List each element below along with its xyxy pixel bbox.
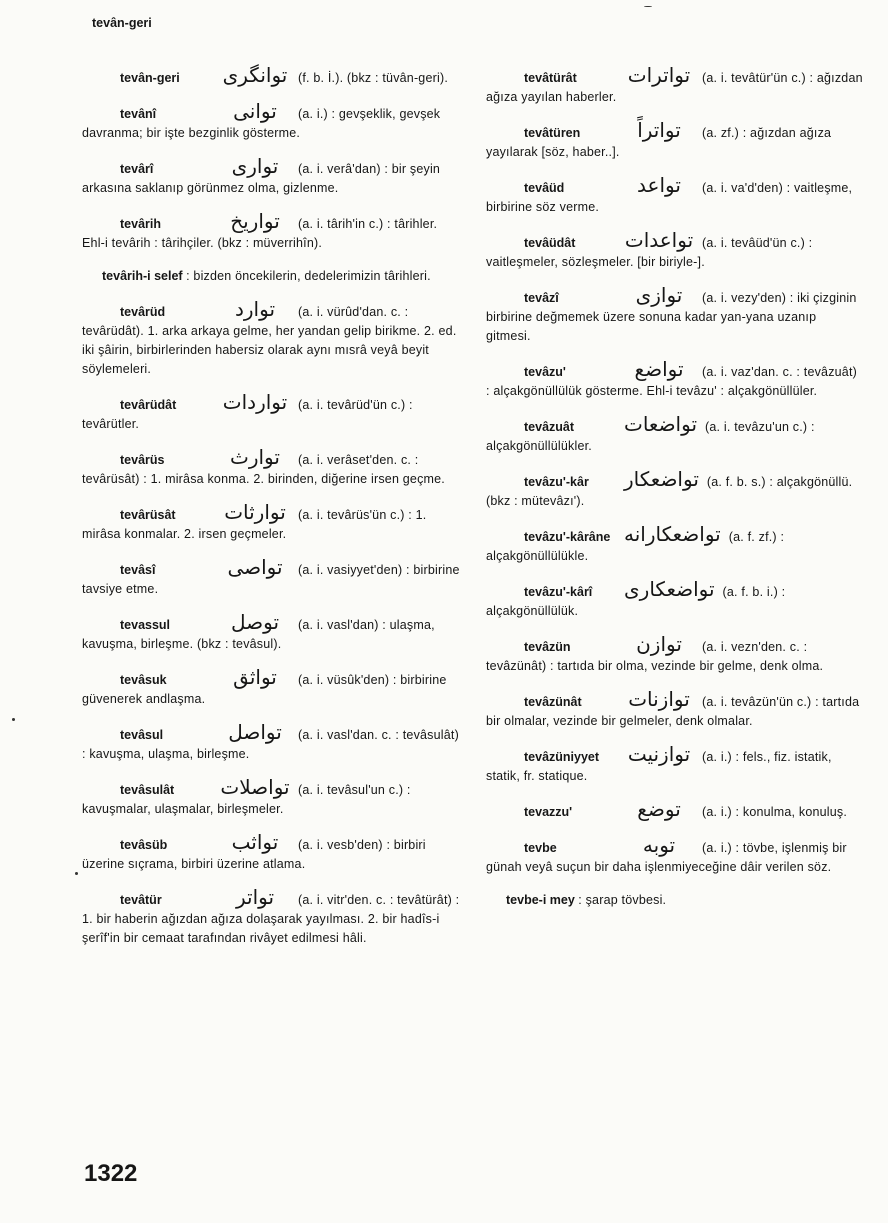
definition-text: (a. i. tevâtür'ün c.) : ağızdan ağıza yayılan haberler. — [486, 71, 863, 104]
ottoman-script: توصل — [230, 610, 280, 634]
headword: tevân-geri — [120, 71, 180, 85]
definition-text: (a. i. vasl'dan) : ulaşma, kavuşma, birleşme. (bkz : tevâsul). — [82, 618, 435, 651]
definition-text: (a. i.) : gevşeklik, gevşek davranma; bir işte bezginlik gösterme. — [82, 107, 441, 140]
headword: tevâsulât — [120, 783, 175, 797]
ottoman-script: تواتراً — [637, 118, 681, 142]
ottoman-script: تواری — [231, 154, 279, 178]
headword: tevâzu'-kârî — [524, 585, 593, 599]
definition-text: : şarap tövbesi. — [578, 893, 667, 907]
ottoman-script: توازن — [636, 632, 682, 656]
ottoman-script: تواثب — [231, 830, 279, 854]
headword: tevâüd — [524, 181, 565, 195]
dictionary-entry — [486, 412, 864, 456]
ink-speck — [12, 718, 15, 721]
ottoman-script: تواثق — [233, 665, 277, 689]
ottoman-script: توانگری — [222, 63, 288, 87]
headword: tevârüdât — [120, 398, 177, 412]
dictionary-entry — [486, 63, 864, 107]
page-number: 1322 — [84, 1160, 138, 1187]
ottoman-script: تواصی — [227, 555, 283, 579]
definition-text: (a. i. vezy'den) : iki çizginin birbirine değmemek üzere sonuna kadar yan-yana uzanıp gitmesi. — [486, 291, 857, 343]
definition-text: (a. i. tevâzün'ün c.) : tartıda bir olmalar, vezinde bir gelmeler, denk olmalar. — [486, 695, 860, 728]
headword: tevbe — [524, 841, 557, 855]
left-column — [82, 63, 460, 962]
headword: tevânî — [120, 107, 157, 121]
definition-text: (a. f. zf.) : alçakgönüllülükle. — [486, 530, 785, 563]
definition-text: (a. i. verâset'den. c. : tevârüsât) : 1. mirâsa konma. 2. birinden, diğerine irsen geçme. — [82, 453, 445, 486]
dictionary-entry — [506, 891, 864, 910]
ottoman-script: تواضعكاری — [624, 577, 715, 601]
ottoman-script: توانی — [233, 99, 277, 123]
right-column — [486, 63, 864, 924]
definition-text: (a. i. va'd'den) : vaitleşme, birbirine söz verme. — [486, 181, 853, 214]
ottoman-script: توارثات — [224, 500, 286, 524]
dictionary-entry — [486, 833, 864, 877]
dictionary-entry — [82, 830, 460, 874]
dictionary-entry — [82, 720, 460, 764]
dictionary-entry — [82, 63, 460, 88]
ottoman-script: تواضعكارانه — [624, 522, 721, 546]
ottoman-script: تواضع — [634, 357, 684, 381]
ottoman-script: تواضعات — [624, 412, 698, 436]
dictionary-entry — [82, 209, 460, 253]
ottoman-script: تواترات — [627, 63, 691, 87]
ottoman-script: تواريخ — [230, 209, 280, 233]
dictionary-entry — [486, 357, 864, 401]
headword: tevâzuât — [524, 420, 575, 434]
headword: tevârih — [120, 217, 161, 231]
headword: tevâzünât — [524, 695, 582, 709]
dictionary-entry — [486, 632, 864, 676]
dictionary-entry — [82, 885, 460, 948]
dictionary-entry — [82, 665, 460, 709]
definition-text: (a. i. verâ'dan) : bir şeyin arkasına saklanıp görünmez olma, gizlenme. — [82, 162, 441, 195]
ottoman-script: توارث — [230, 445, 280, 469]
headword: tevâzî — [524, 291, 559, 305]
ottoman-script: تواردات — [222, 390, 288, 414]
headword: tevârüsât — [120, 508, 176, 522]
ottoman-script: توارد — [234, 297, 276, 321]
headword: tevâzu'-kâr — [524, 475, 589, 489]
subentry-headword: tevârih-i selef — [102, 269, 183, 283]
headword: tevazzu' — [524, 805, 573, 819]
dictionary-entry — [82, 297, 460, 379]
headword: tevâzüniyyet — [524, 750, 600, 764]
headword: tevâtürât — [524, 71, 577, 85]
dictionary-entry — [82, 390, 460, 434]
ink-speck — [75, 872, 78, 875]
headword: tevâtür — [120, 893, 162, 907]
ink-speck — [644, 6, 652, 7]
headword: tevassul — [120, 618, 171, 632]
ottoman-script: تواعد — [637, 173, 681, 197]
subentry-headword: tevbe-i mey — [506, 893, 575, 907]
dictionary-entry — [82, 610, 460, 654]
headword: tevâsî — [120, 563, 156, 577]
definition-text: (a. i. târih'in c.) : târihler. Ehl-i tevârih : târihçiler. (bkz : müverrihîn). — [82, 217, 438, 250]
definition-text: (a. i. vaz'dan. c. : tevâzuât) : alçakgönüllülük gösterme. Ehl-i tevâzu' : alçakgönüllüler. — [486, 365, 857, 398]
dictionary-entry — [82, 555, 460, 599]
headword: tevâsul — [120, 728, 164, 742]
headword: tevârüs — [120, 453, 165, 467]
ottoman-script: توازنیت — [627, 742, 691, 766]
ottoman-script: تواضعكار — [624, 467, 699, 491]
dictionary-entry — [486, 467, 864, 511]
definition-text: (a. i. tevâsul'un c.) : kavuşmalar, ulaşmalar, birleşmeler. — [82, 783, 411, 816]
headword: tevâsuk — [120, 673, 167, 687]
dictionary-entry — [486, 687, 864, 731]
ottoman-script: توازی — [635, 283, 683, 307]
headword: tevâzün — [524, 640, 571, 654]
definition-text: (a. i. tevârüd'ün c.) : tevârütler. — [82, 398, 413, 431]
dictionary-entry — [486, 742, 864, 786]
ottoman-script: تواصل — [228, 720, 282, 744]
headword: tevâüdât — [524, 236, 576, 250]
headword: tevâsüb — [120, 838, 168, 852]
dictionary-entry — [82, 500, 460, 544]
definition-text: (a. i. vitr'den. c. : tevâtürât) : 1. bir haberin ağızdan ağıza dolaşarak yayılması. 2. bir hadîs-i şerîf'in bir cemaat tarafından rivâyet edilmesi hâli. — [82, 893, 460, 945]
definition-text: (a. f. b. i.) : alçakgönüllülük. — [486, 585, 786, 618]
dictionary-entry — [486, 797, 864, 822]
ottoman-script: تواتر — [235, 885, 275, 909]
dictionary-entry — [102, 267, 460, 286]
headword: tevâzu'-kârâne — [524, 530, 611, 544]
dictionary-entry — [82, 99, 460, 143]
dictionary-entry — [486, 173, 864, 217]
dictionary-entry — [486, 283, 864, 346]
definition-text: (a. i. vasl'dan. c. : tevâsulât) : kavuşma, ulaşma, birleşme. — [82, 728, 459, 761]
running-header: tevân-geri — [92, 16, 152, 30]
definition-text: (a. i.) : fels., fiz. istatik, statik, fr. statique. — [486, 750, 832, 783]
definition-text: (a. i. vasiyyet'den) : birbirine tavsiye etme. — [82, 563, 460, 596]
headword: tevâzu' — [524, 365, 566, 379]
dictionary-entry — [486, 522, 864, 566]
headword: tevârî — [120, 162, 154, 176]
definition-text: : bizden öncekilerin, dedelerimizin târihleri. — [186, 269, 431, 283]
definition-text: (a. i. vesb'den) : birbiri üzerine sıçrama, birbiri üzerine atlama. — [82, 838, 426, 871]
definition-text: (a. i.) : konulma, konuluş. — [702, 805, 848, 819]
definition-text: (a. i. tevârüs'ün c.) : 1. mirâsa konmalar. 2. irsen geçmeler. — [82, 508, 427, 541]
definition-text: (a. zf.) : ağızdan ağıza yayılarak [söz, haber..]. — [486, 126, 832, 159]
definition-text: (f. b. İ.). (bkz : tüvân-geri). — [298, 71, 448, 85]
ottoman-script: توضع — [637, 797, 681, 821]
definition-text: (a. i. tevâzu'un c.) : alçakgönüllülükler. — [486, 420, 815, 453]
dictionary-entry — [82, 445, 460, 489]
ottoman-script: تواصلات — [220, 775, 290, 799]
ottoman-script: توبه — [642, 833, 676, 857]
definition-text: (a. i.) : tövbe, işlenmiş bir günah veyâ suçun bir daha işlenmiyeceğine dâir verilen söz. — [486, 841, 847, 874]
headword: tevâtüren — [524, 126, 581, 140]
definition-text: (a. i. vürûd'dan. c. : tevârüdât). 1. arka arkaya gelme, her yandan gelip birikme. 2. ed. iki şâirin, birbirlerinden habersiz olarak aynı mısrâ veyâ beyit söylemeleri. — [82, 305, 457, 376]
definition-text: (a. i. vüsûk'den) : birbirine güvenerek andlaşma. — [82, 673, 447, 706]
dictionary-entry — [486, 118, 864, 162]
headword: tevârüd — [120, 305, 166, 319]
ottoman-script: تواعدات — [624, 228, 694, 252]
dictionary-entry — [486, 577, 864, 621]
definition-text: (a. i. tevâüd'ün c.) : vaitleşmeler, sözleşmeler. [bir biriyle-]. — [486, 236, 813, 269]
dictionary-entry — [486, 228, 864, 272]
definition-text: (a. i. vezn'den. c. : tevâzünât) : tartıda bir olma, vezinde bir gelme, denk olma. — [486, 640, 824, 673]
dictionary-entry — [82, 775, 460, 819]
ottoman-script: توازنات — [628, 687, 690, 711]
dictionary-entry — [82, 154, 460, 198]
definition-text: (a. f. b. s.) : alçakgönüllü. (bkz : mütevâzı'). — [486, 475, 853, 508]
